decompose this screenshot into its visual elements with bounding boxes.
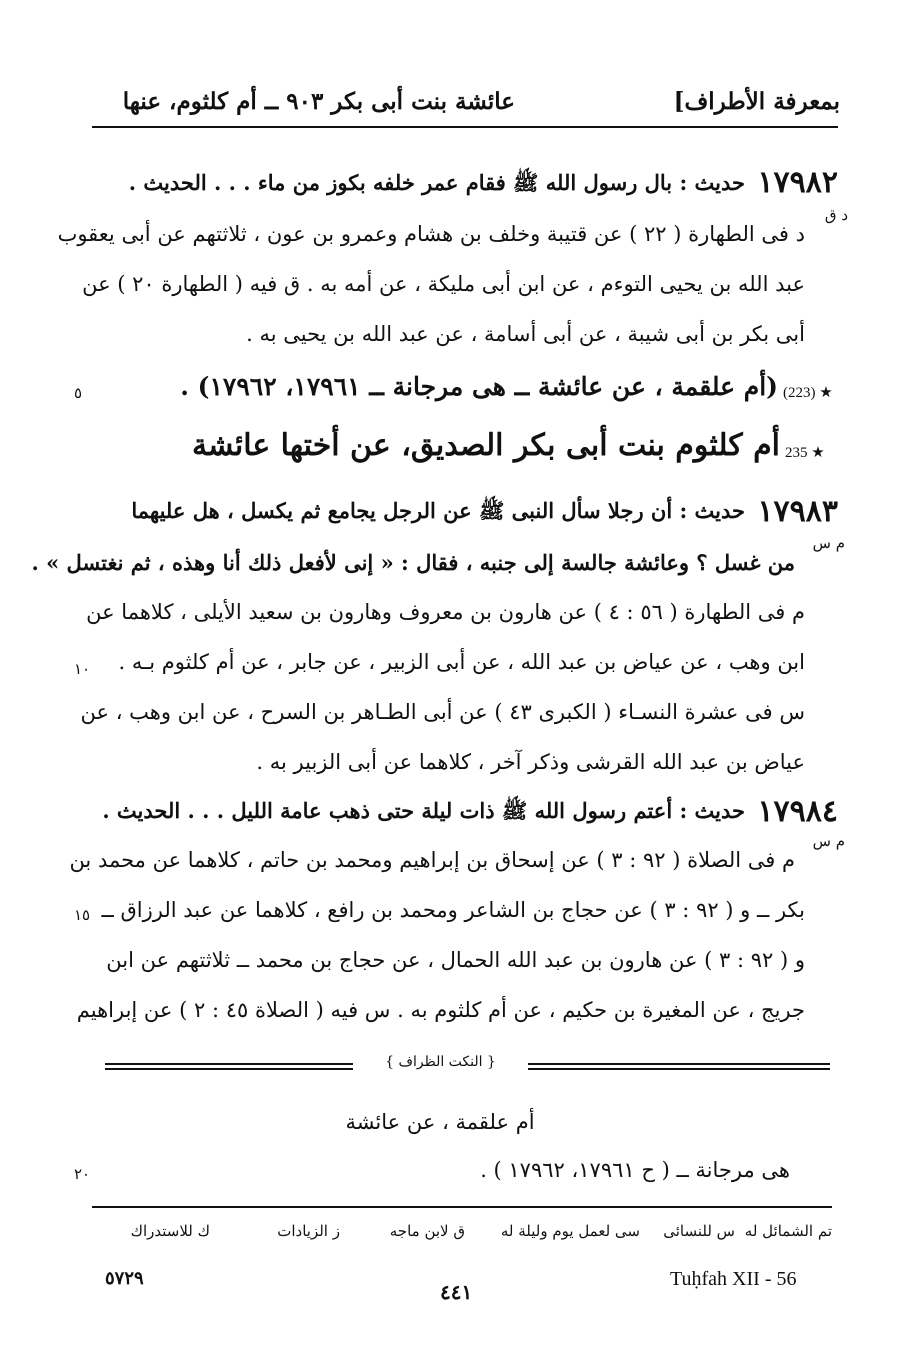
isnad-line: عياض بن عبد الله القرشى وذكر آخر ، كلاهما عن أبى الزبير به . <box>256 750 805 774</box>
isnad-line: م فى الصلاة ( ٩٢ : ٣ ) عن إسحاق بن إبراهيم ومحمد بن حاتم ، كلاهما عن محمد بن <box>69 848 795 872</box>
isnad-line: م فى الطهارة ( ٥٦ : ٤ ) عن هارون بن معروف وهارون بن سعيد الأيلى ، كلاهما عن <box>86 600 805 624</box>
line-number: ١٠ <box>74 660 91 678</box>
hadith-text: حديث : أعتم رسول الله ﷺ ذات ليلة حتى ذهب عامة الليل . . . الحديث . <box>102 798 745 823</box>
line-number: ١٥ <box>74 906 91 924</box>
isnad-line: عبد الله بن يحيى التوءم ، عن ابن أبى مليكة ، عن أمه به . ق فيه ( الطهارة ٢٠ ) عن <box>82 272 805 296</box>
divider-line-right-a <box>528 1063 830 1065</box>
cross-ref-number: (223) ★ <box>783 385 833 401</box>
tuhfah-ref: Tuḥfah XII - 56 <box>670 1268 797 1290</box>
section-number: 235 ★ <box>785 445 825 461</box>
hadith-number: ١٧٩٨٢ <box>757 165 838 200</box>
hadith-number: ١٧٩٨٤ <box>757 794 838 829</box>
header-book-ref: بمعرفة الأطراف] <box>673 88 840 115</box>
margin-sigla: م س <box>812 534 845 552</box>
cross-ref-text: (أم علقمة ، عن عائشة ــ هى مرجانة ــ ١٧٩٦١، ١٧٩٦٢) . <box>180 372 778 401</box>
page-number: ٤٤١ <box>440 1280 473 1304</box>
margin-sigla: م س <box>812 832 845 850</box>
divider-line-left-b <box>105 1068 353 1070</box>
hadith-text: من غسل ؟ وعائشة جالسة إلى جنبه ، فقال : « إنى لأفعل ذلك أنا وهذه ، ثم نغتسل » . <box>31 550 795 575</box>
sigla-key-item: ق لابن ماجه <box>389 1222 465 1240</box>
isnad-line: ابن وهب ، عن عياض بن عبد الله ، عن أبى الزبير ، عن جابر ، عن أم كلثوم بـه . <box>118 650 805 674</box>
isnad-line: د فى الطهارة ( ٢٢ ) عن قتيبة وخلف بن هشام وعمرو بن عون ، ثلاثتهم عن أبى يعقوب <box>57 222 805 246</box>
isnad-line: أبى بكر بن أبى شيبة ، عن أبى أسامة ، عن عبد الله بن يحيى به . <box>246 322 805 346</box>
nukat-text: هى مرجانة ــ ( ح ١٧٩٦١، ١٧٩٦٢ ) . <box>480 1158 790 1182</box>
divider-line-right-b <box>528 1068 830 1070</box>
header-rule <box>92 126 838 128</box>
isnad-line: س فى عشرة النسـاء ( الكبرى ٤٣ ) عن أبى الطـاهر بن السرح ، عن ابن وهب ، عن <box>80 700 805 724</box>
hadith-number: ١٧٩٨٣ <box>757 494 838 529</box>
header-title: عائشة بنت أبى بكر ٩٠٣ ــ أم كلثوم، عنها <box>122 88 515 115</box>
nukat-heading: أم علقمة ، عن عائشة <box>345 1110 535 1134</box>
isnad-line: جريج ، عن المغيرة بن حكيم ، عن أم كلثوم به . س فيه ( الصلاة ٤٥ : ٢ ) عن إبراهيم <box>76 998 805 1022</box>
sigla-key-item: س للنسائى <box>663 1222 735 1240</box>
sigla-key-item: ز الزيادات <box>277 1222 340 1240</box>
sigla-key-item: ك للاستدراك <box>130 1222 210 1240</box>
line-number: ٢٠ <box>74 1165 91 1183</box>
sigla-key-item: تم الشمائل له <box>744 1222 832 1240</box>
margin-sigla: د ق <box>824 206 848 224</box>
footer-code: ٥٧٢٩ <box>105 1268 144 1289</box>
footer-rule <box>92 1206 832 1208</box>
sigla-key-item: سى لعمل يوم وليلة له <box>500 1222 640 1240</box>
hadith-text: حديث : أن رجلا سأل النبى ﷺ عن الرجل يجامع ثم يكسل ، هل عليهما <box>131 498 745 523</box>
hadith-text: حديث : بال رسول الله ﷺ فقام عمر خلفه بكوز من ماء . . . الحديث . <box>128 170 745 195</box>
isnad-line: بكر ــ و ( ٩٢ : ٣ ) عن حجاج بن الشاعر ومحمد بن رافع ، كلاهما عن عبد الرزاق ــ <box>101 898 805 922</box>
line-number: ٥ <box>74 384 83 402</box>
isnad-line: و ( ٩٢ : ٣ ) عن هارون بن عبد الله الحمال ، عن حجاج بن محمد ــ ثلاثتهم عن ابن <box>106 948 805 972</box>
divider-line-left-a <box>105 1063 353 1065</box>
nukat-label: { النكت الظراف } <box>385 1054 496 1070</box>
section-title: أم كلثوم بنت أبى بكر الصديق، عن أختها عائشة <box>192 428 780 463</box>
